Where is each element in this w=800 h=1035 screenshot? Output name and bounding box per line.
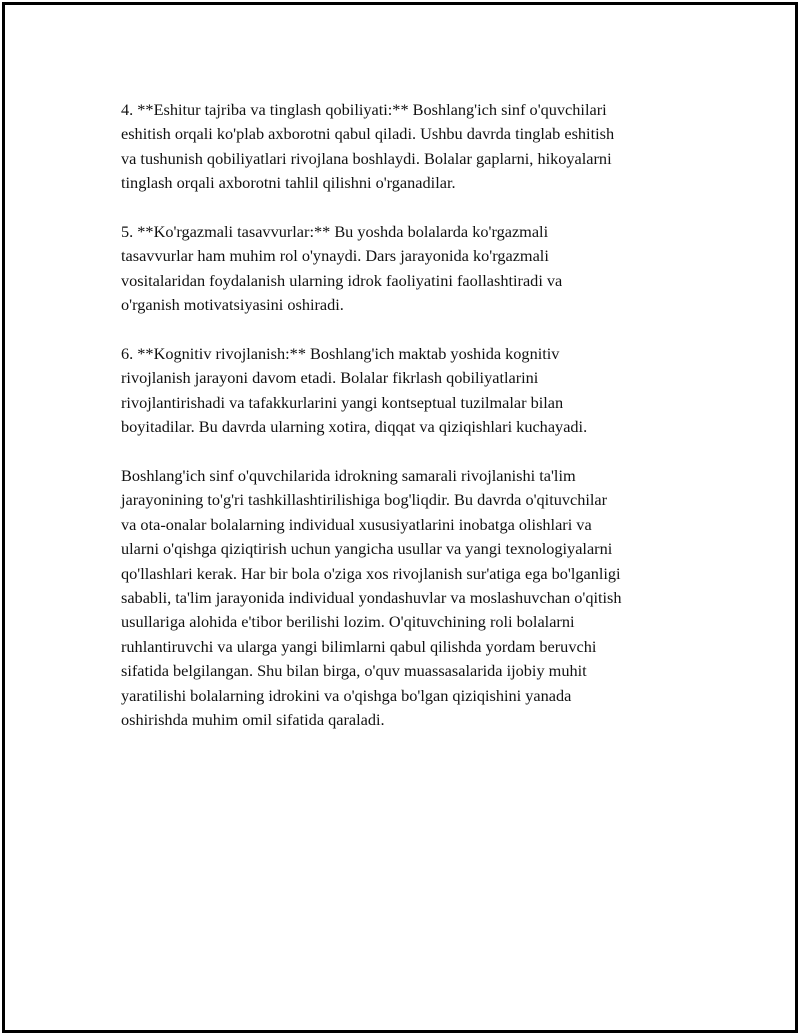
text-line: va ota-onalar bolalarning individual xususiyatlarini inobatga olishlari va [121, 514, 592, 534]
text-line: vositalaridan foydalanish ularning idrok faoliyatini faollashtiradi va [121, 270, 563, 290]
text-line: rivojlantirishadi va tafakkurlarini yangi kontseptual tuzilmalar bilan [121, 392, 564, 412]
text-line: Boshlang'ich sinf o'quvchilarida idrokning samarali rivojlanishi ta'lim [121, 466, 576, 486]
text-line: eshitish orqali ko'plab axborotni qabul qiladi. Ushbu davrda tinglab eshitish [121, 124, 615, 144]
paragraph-conclusion [121, 464, 696, 732]
text-line: rivojlanish jarayoni davom etadi. Bolalar fikrlash qobiliyatlarini [121, 368, 539, 388]
page-body [121, 98, 696, 757]
paragraph-visual-representations [121, 220, 696, 318]
text-line: 6. **Kognitiv rivojlanish:** Boshlang'ich maktab yoshida kognitiv [121, 344, 560, 364]
paragraph-listening-skills [121, 98, 696, 196]
text-line: tinglash orqali axborotni tahlil qilishni o'rganadilar. [121, 173, 456, 193]
text-line: 4. **Eshitur tajriba va tinglash qobiliyati:** Boshlang'ich sinf o'quvchilari [121, 100, 607, 119]
text-line: o'rganish motivatsiyasini oshiradi. [121, 295, 344, 315]
text-line: usullariga alohida e'tibor berilishi lozim. O'qituvchining roli bolalarni [121, 612, 575, 632]
text-line: yaratilishi bolalarning idrokini va o'qishga bo'lgan qiziqishini yanada [121, 685, 572, 705]
text-line: tasavvurlar ham muhim rol o'ynaydi. Dars jarayonida ko'rgazmali [121, 246, 549, 266]
text-line: va tushunish qobiliyatlari rivojlana boshlaydi. Bolalar gaplarni, hikoyalarni [121, 148, 612, 168]
text-line: boyitadilar. Bu davrda ularning xotira, diqqat va qiziqishlari kuchayadi. [121, 417, 588, 437]
text-line: sifatida belgilangan. Shu bilan birga, o'quv muassasalarida ijobiy muhit [121, 661, 587, 681]
page-frame [2, 2, 798, 1033]
text-line: ruhlantiruvchi va ularga yangi bilimlarni qabul qilishda yordam beruvchi [121, 636, 597, 656]
text-line: oshirishda muhim omil sifatida qaraladi. [121, 710, 385, 730]
paragraph-cognitive-development [121, 342, 696, 440]
text-line: 5. **Ko'rgazmali tasavvurlar:** Bu yoshda bolalarda ko'rgazmali [121, 222, 549, 242]
text-line: jarayonining to'g'ri tashkillashtirilishiga bog'liqdir. Bu davrda o'qituvchilar [121, 490, 608, 510]
text-line: sababli, ta'lim jarayonida individual yondashuvlar va moslashuvchan o'qitish [121, 588, 622, 608]
text-line: ularni o'qishga qiziqtirish uchun yangicha usullar va yangi texnologiyalarni [121, 539, 613, 559]
text-line: qo'llashlari kerak. Har bir bola o'ziga xos rivojlanish sur'atiga ega bo'lganligi [121, 563, 621, 583]
